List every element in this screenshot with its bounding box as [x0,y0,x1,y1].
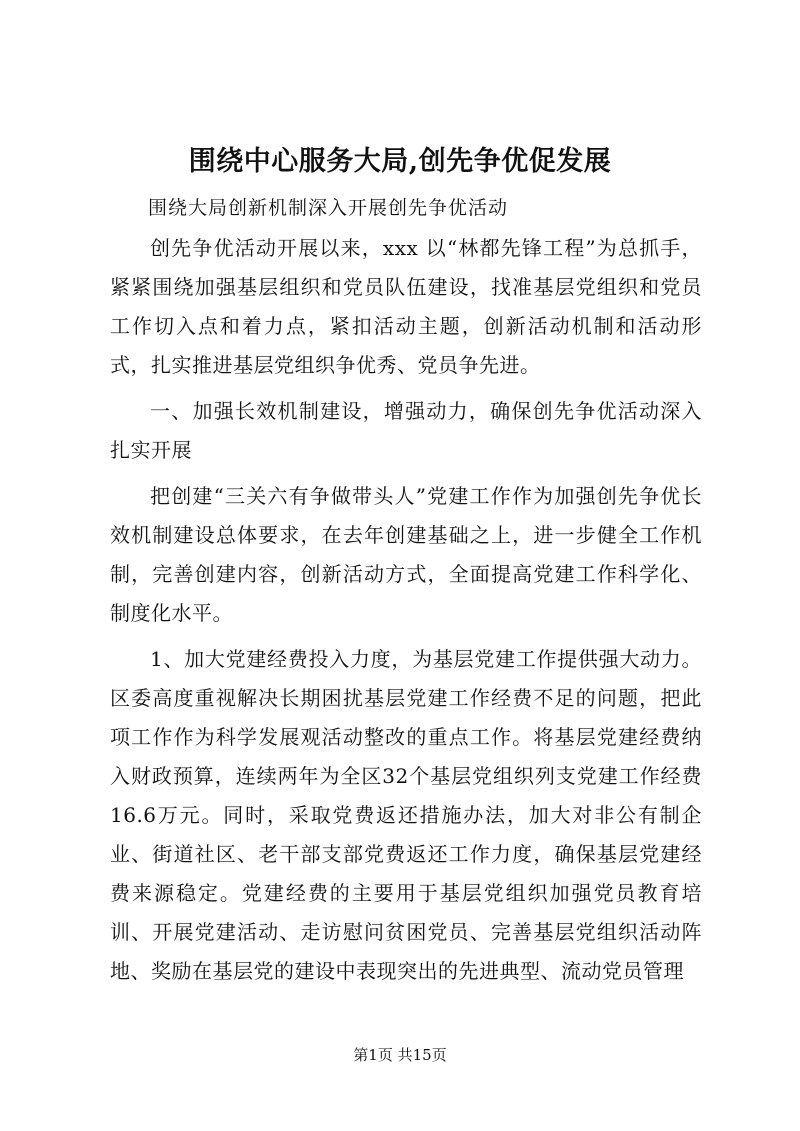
paragraph-funding: 1、加大党建经费投入力度，为基层党建工作提供强大动力。区委高度重视解决长期困扰基层党建工作经费不足的问题，把此项工作作为科学发展观活动整改的重点工作。将基层党建经费纳入财政预算，连续两年为全区32个基层党组织列支党建工作经费16.6万元。同时，采取党费返还措施办法，加大对非公有制企业、街道社区、老干部支部党费返还工作力度，确保基层党建经费来源稳定。党建经费的主要用于基层党组织加强党员教育培训、开展党建活动、走访慰问贫困党员、完善基层党组织活动阵地、奖励在基层党的建设中表现突出的先进典型、流动党员管理 [110,647,702,983]
document-body [110,229,702,991]
document-subtitle: 围绕大局创新机制深入开展创先争优活动 [148,197,509,219]
page-footer: 第1页 共15页 [353,1046,447,1064]
section-heading-one: 一、加强长效机制建设，增强动力，确保创先争优活动深入扎实开展 [110,399,702,462]
paragraph-mechanism: 把创建“三关六有争做带头人”党建工作作为加强创先争优长效机制建设总体要求，在去年创建基础之上，进一步健全工作机制，完善创建内容，创新活动方式，全面提高党建工作科学化、制度化水平。 [110,484,702,625]
paragraph-intro: 创先争优活动开展以来，xxx 以“林都先锋工程”为总抓手，紧紧围绕加强基层组织和党员队伍建设，找准基层党组织和党员工作切入点和着力点，紧扣活动主题，创新活动机制和活动形式，扎实推进基层党组织争优秀、党员争先进。 [110,236,702,377]
document-title: 围绕中心服务大局,创先争优促发展 [188,146,612,177]
